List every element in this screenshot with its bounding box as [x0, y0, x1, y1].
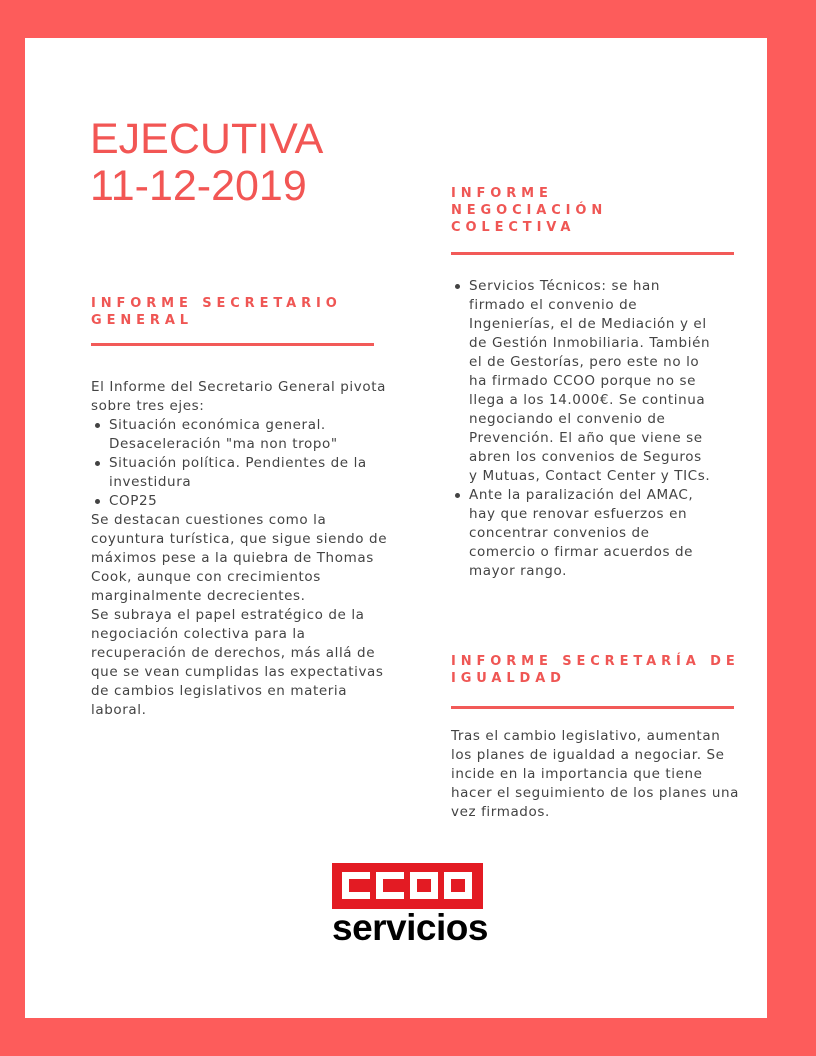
paragraph-negociacion: Se subraya el papel estratégico de la negociación colectiva para la recuperación de derechos, más allá de que se vean cumplidas las expectativas de cambios legislativos en materia laboral.	[91, 607, 384, 718]
divider-right-1	[451, 252, 734, 255]
heading-secretaria-igualdad: INFORME SECRETARÍA DE IGUALDAD	[451, 654, 740, 686]
ejes-list	[91, 416, 391, 511]
divider-right-2	[451, 706, 734, 709]
logo-letter-c	[342, 872, 370, 899]
igualdad-text: Tras el cambio legislativo, aumentan los planes de igualdad a negociar. Se incide en la importancia que tiene hacer el seguimiento de los planes una vez firmados.	[451, 728, 740, 820]
paragraph-turismo: Se destacan cuestiones como la coyuntura turística, que sigue siendo de máximos pese a la quiebra de Thomas Cook, aunque con crecimientos marginalmente decrecientes.	[91, 512, 388, 604]
logo-letters	[342, 872, 472, 899]
list-item: Ante la paralización del AMAC, hay que renovar esfuerzos en concentrar convenios de comercio o firmar acuerdos de mayor rango.	[451, 486, 711, 581]
ccoo-servicios-logo	[332, 863, 488, 949]
list-item: Servicios Técnicos: se han firmado el convenio de Ingenierías, el de Mediación y el de Gestión Inmobiliaria. También el de Gestorías, pero este no lo ha firmado CCOO porque no se llega a los 14.000€. Se continua negociando el convenio de Prevención. El año que viene se abren los convenios de Seguros y Mutuas, Contact Center y TICs.	[451, 277, 711, 486]
heading-negociacion-colectiva: INFORME NEGOCIACIÓN COLECTIVA	[451, 186, 608, 235]
logo-red-block	[332, 863, 483, 909]
title-line-1: EJECUTIVA	[90, 115, 324, 163]
logo-letter-o	[410, 872, 438, 899]
negociacion-body	[451, 277, 711, 581]
title-date: 11-12-2019	[90, 162, 307, 210]
igualdad-body	[451, 727, 741, 822]
logo-letter-c	[376, 872, 404, 899]
intro-text: El Informe del Secretario General pivota sobre tres ejes:	[91, 379, 387, 414]
page-title	[90, 116, 323, 210]
secretario-general-body	[91, 378, 391, 720]
divider-left	[91, 343, 374, 346]
list-item: Situación política. Pendientes de la investidura	[91, 454, 391, 492]
list-item: COP25	[91, 492, 391, 511]
negociacion-list	[451, 277, 711, 581]
logo-letter-o	[444, 872, 472, 899]
list-item: Situación económica general. Desaceleración "ma non tropo"	[91, 416, 391, 454]
heading-secretario-general: INFORME SECRETARIO GENERAL	[91, 296, 342, 328]
logo-wordmark: servicios	[332, 907, 488, 948]
